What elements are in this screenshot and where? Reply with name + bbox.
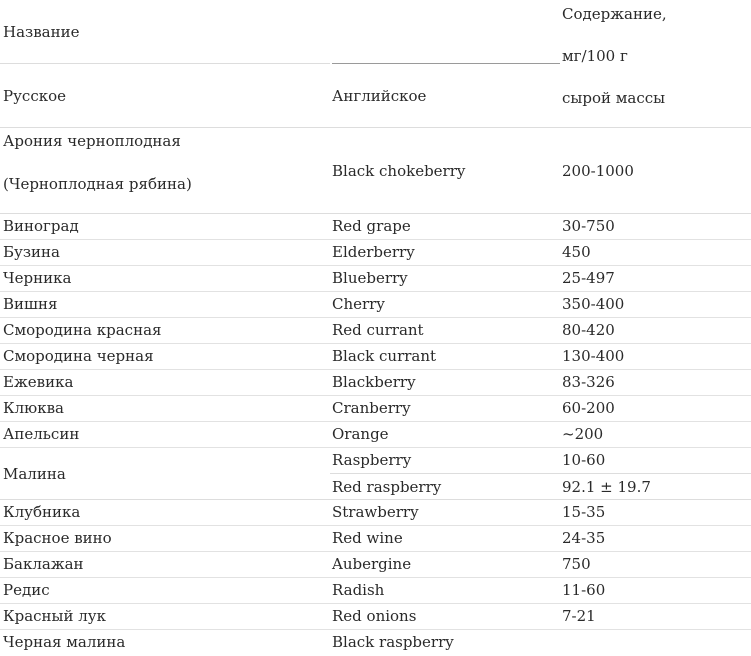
table-cell-russian: Малина <box>3 465 66 483</box>
table-cell-russian: (Черноплодная рябина) <box>3 175 192 193</box>
table-row <box>0 370 751 396</box>
header-name: Название <box>3 23 80 41</box>
table-row <box>0 500 751 526</box>
table-cell-russian: Смородина черная <box>3 347 154 365</box>
table-cell-english: Red raspberry <box>332 478 442 496</box>
table-cell-english: Blueberry <box>332 269 408 287</box>
table-cell-value: 15-35 <box>562 503 606 521</box>
header-content-line1: Содержание, <box>562 5 667 23</box>
table-row <box>0 552 751 578</box>
table-cell-value: ~200 <box>562 425 604 443</box>
table-row <box>0 266 751 292</box>
table-cell-value: 350-400 <box>562 295 625 313</box>
table-cell-english: Red onions <box>332 607 417 625</box>
table-cell-english: Blackberry <box>332 373 416 391</box>
table-cell-russian: Арония черноплодная <box>3 132 181 150</box>
table-cell-value: 83-326 <box>562 373 615 391</box>
header-content-line3: сырой массы <box>562 89 666 107</box>
table-cell-russian: Черная малина <box>3 633 126 651</box>
table-cell-english: Black chokeberry <box>332 162 466 180</box>
table-cell-russian: Ежевика <box>3 373 74 391</box>
table-cell-value: 450 <box>562 243 591 261</box>
header-russian: Русское <box>3 87 67 105</box>
table-cell-english: Elderberry <box>332 243 415 261</box>
table-cell-russian: Красное вино <box>3 529 112 547</box>
table-cell-english: Orange <box>332 425 389 443</box>
table-cell-english: Cherry <box>332 295 385 313</box>
table-row <box>0 240 751 266</box>
table-cell-russian: Черника <box>3 269 72 287</box>
table-row <box>0 292 751 318</box>
header-divider-left <box>0 63 330 64</box>
header-bottom-divider <box>0 127 751 128</box>
header-divider-mid <box>332 63 560 64</box>
table-cell-english: Aubergine <box>332 555 412 573</box>
table-row <box>0 630 751 655</box>
table-cell-english: Raspberry <box>332 451 412 469</box>
table-cell-english: Black currant <box>332 347 437 365</box>
table-cell-english: Red grape <box>332 217 411 235</box>
table-cell-value: 25-497 <box>562 269 615 287</box>
table-row <box>0 396 751 422</box>
table-row <box>0 344 751 370</box>
table-cell-value: 11-60 <box>562 581 606 599</box>
table-cell-value: 7-21 <box>562 607 596 625</box>
table-cell-russian: Клубника <box>3 503 81 521</box>
table-cell-value: 80-420 <box>562 321 615 339</box>
table-cell-english: Cranberry <box>332 399 411 417</box>
table-cell-russian: Клюква <box>3 399 64 417</box>
table-row <box>0 526 751 552</box>
table-cell-value: 10-60 <box>562 451 606 469</box>
table-row <box>0 604 751 630</box>
table-cell-russian: Редис <box>3 581 50 599</box>
header-content-line2: мг/100 г <box>562 47 628 65</box>
table-cell-english: Red currant <box>332 321 424 339</box>
table-cell-english: Black raspberry <box>332 633 454 651</box>
table-cell-english: Strawberry <box>332 503 419 521</box>
table-cell-value: 200-1000 <box>562 162 634 180</box>
table-row <box>0 422 751 448</box>
table-row <box>0 578 751 604</box>
table-cell-value: 24-35 <box>562 529 606 547</box>
table-cell-russian: Баклажан <box>3 555 84 573</box>
header-english: Английское <box>332 87 427 105</box>
row-divider <box>330 473 751 474</box>
table-cell-russian: Смородина красная <box>3 321 162 339</box>
table-cell-english: Red wine <box>332 529 403 547</box>
table-cell-russian: Красный лук <box>3 607 106 625</box>
table-row <box>0 318 751 344</box>
table-cell-russian: Апельсин <box>3 425 80 443</box>
table-row <box>0 214 751 240</box>
table-cell-value: 60-200 <box>562 399 615 417</box>
table-cell-english: Radish <box>332 581 385 599</box>
table-cell-value: 30-750 <box>562 217 615 235</box>
table-cell-russian: Виноград <box>3 217 79 235</box>
table-cell-value: 130-400 <box>562 347 625 365</box>
table-cell-russian: Вишня <box>3 295 58 313</box>
table-cell-value: 92.1 ± 19.7 <box>562 478 651 496</box>
table-cell-russian: Бузина <box>3 243 60 261</box>
table-cell-value: 750 <box>562 555 591 573</box>
